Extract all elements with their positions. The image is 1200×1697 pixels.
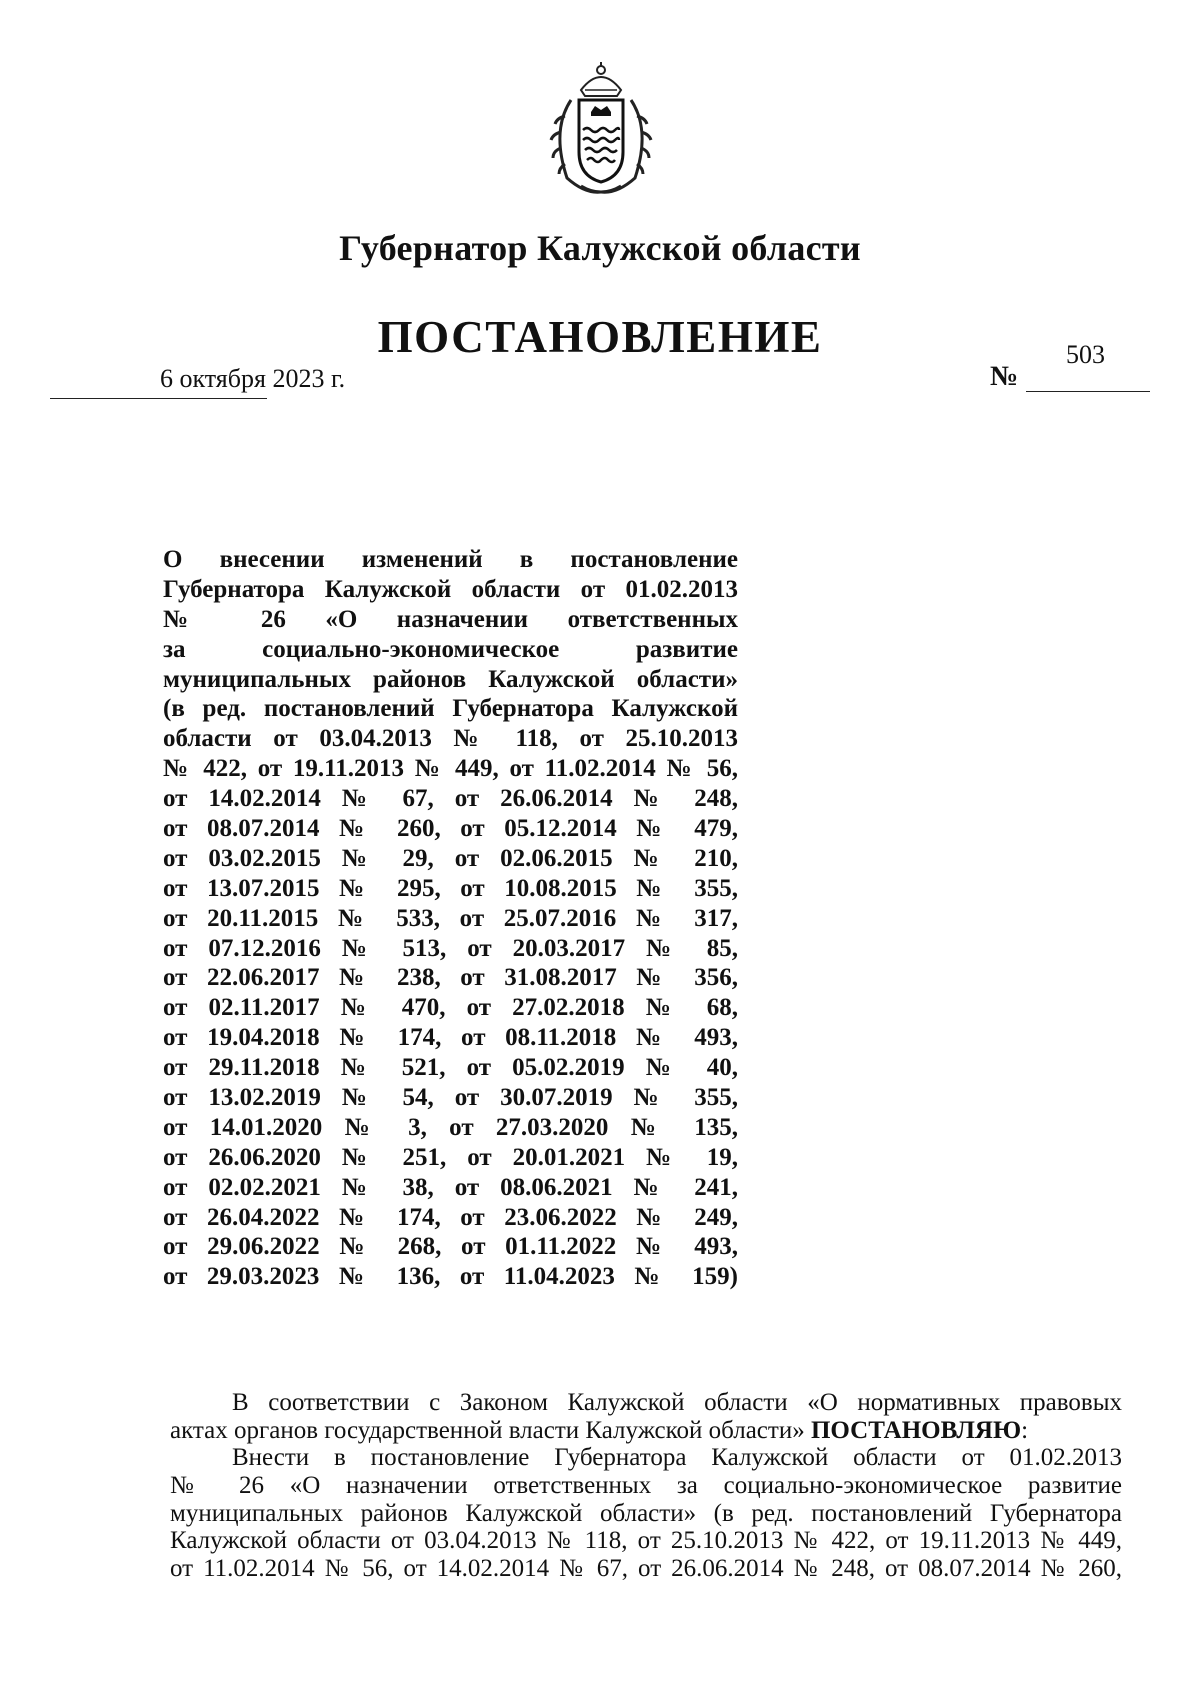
subject-line: от 03.02.2015 № 29, от 02.06.2015 № 210, xyxy=(163,844,738,872)
body-paragraph-2-line: от 11.02.2014 № 56, от 14.02.2014 № 67, от 26.06.2014 № 248, от 08.07.2014 № 260, xyxy=(170,1555,1122,1583)
document-date: 6 октября 2023 г. xyxy=(160,364,346,393)
org-title: Губернатор Калужской области xyxy=(339,228,861,268)
subject-line: муниципальных районов Калужской области» xyxy=(163,665,738,693)
subject-line: от 29.03.2023 № 136, от 11.04.2023 № 159) xyxy=(163,1263,738,1291)
document-type-title: ПОСТАНОВЛЕНИЕ xyxy=(377,312,823,362)
subject-line: от 08.07.2014 № 260, от 05.12.2014 № 479, xyxy=(163,815,738,843)
subject-line: Губернатора Калужской области от 01.02.2013 xyxy=(163,575,738,603)
subject-line: от 02.02.2021 № 38, от 08.06.2021 № 241, xyxy=(163,1173,738,1201)
subject-line: О внесении изменений в постановление xyxy=(163,546,738,573)
document-number: 503 xyxy=(1066,340,1105,369)
subject-line: от 14.01.2020 № 3, от 27.03.2020 № 135, xyxy=(163,1113,738,1141)
resolution-keyword: ПОСТАНОВЛЯЮ xyxy=(810,1416,1022,1444)
subject-line: от 19.04.2018 № 174, от 08.11.2018 № 493, xyxy=(163,1024,738,1052)
body-paragraph-2-line: Калужской области от 03.04.2013 № 118, от 25.10.2013 № 422, от 19.11.2013 № 449, xyxy=(170,1527,1122,1555)
kaluga-oblast-coat-of-arms-icon xyxy=(537,60,665,200)
subject-line: от 29.06.2022 № 268, от 01.11.2022 № 493, xyxy=(163,1233,738,1261)
subject-line: от 14.02.2014 № 67, от 26.06.2014 № 248, xyxy=(163,785,738,813)
body-paragraph-2-line: № 26 «О назначении ответственных за социально-экономическое развитие xyxy=(170,1472,1122,1500)
subject-line: от 02.11.2017 № 470, от 27.02.2018 № 68, xyxy=(163,994,738,1022)
subject-line: от 29.11.2018 № 521, от 05.02.2019 № 40, xyxy=(163,1054,738,1082)
subject-line: области от 03.04.2013 № 118, от 25.10.2013 xyxy=(163,725,738,753)
subject-line: от 26.04.2022 № 174, от 23.06.2022 № 249, xyxy=(163,1203,738,1231)
subject-line: от 26.06.2020 № 251, от 20.01.2021 № 19, xyxy=(163,1143,738,1171)
body-paragraph-1-line-2 xyxy=(170,1417,1122,1445)
subject-line: от 07.12.2016 № 513, от 20.03.2017 № 85, xyxy=(163,934,738,962)
subject-line: (в ред. постановлений Губернатора Калужской xyxy=(163,695,738,723)
subject-line: № 26 «О назначении ответственных xyxy=(163,605,738,633)
subject-line: за социально-экономическое развитие xyxy=(163,635,738,663)
resolution-colon: : xyxy=(1021,1416,1029,1444)
subject-line: от 20.11.2015 № 533, от 25.07.2016 № 317, xyxy=(163,904,738,932)
date-underline xyxy=(50,398,267,399)
number-label: № xyxy=(990,361,1019,392)
document-body xyxy=(170,1389,1122,1583)
subject-line: № 422, от 19.11.2013 № 449, от 11.02.2014 № 56, xyxy=(163,755,738,783)
body-paragraph-1-text: актах органов государственной власти Калужской области» xyxy=(170,1416,805,1444)
body-paragraph-2-line: Внести в постановление Губернатора Калужской области от 01.02.2013 xyxy=(232,1444,1122,1472)
subject-line: от 22.06.2017 № 238, от 31.08.2017 № 356, xyxy=(163,964,738,992)
body-paragraph-1-line-1: В соответствии с Законом Калужской области «О нормативных правовых xyxy=(232,1389,1122,1416)
number-underline xyxy=(1026,391,1150,392)
subject-line: от 13.07.2015 № 295, от 10.08.2015 № 355, xyxy=(163,874,738,902)
document-subject xyxy=(163,545,738,1292)
body-paragraph-2-line: муниципальных районов Калужской области» (в ред. постановлений Губернатора xyxy=(170,1499,1122,1527)
subject-line: от 13.02.2019 № 54, от 30.07.2019 № 355, xyxy=(163,1084,738,1112)
